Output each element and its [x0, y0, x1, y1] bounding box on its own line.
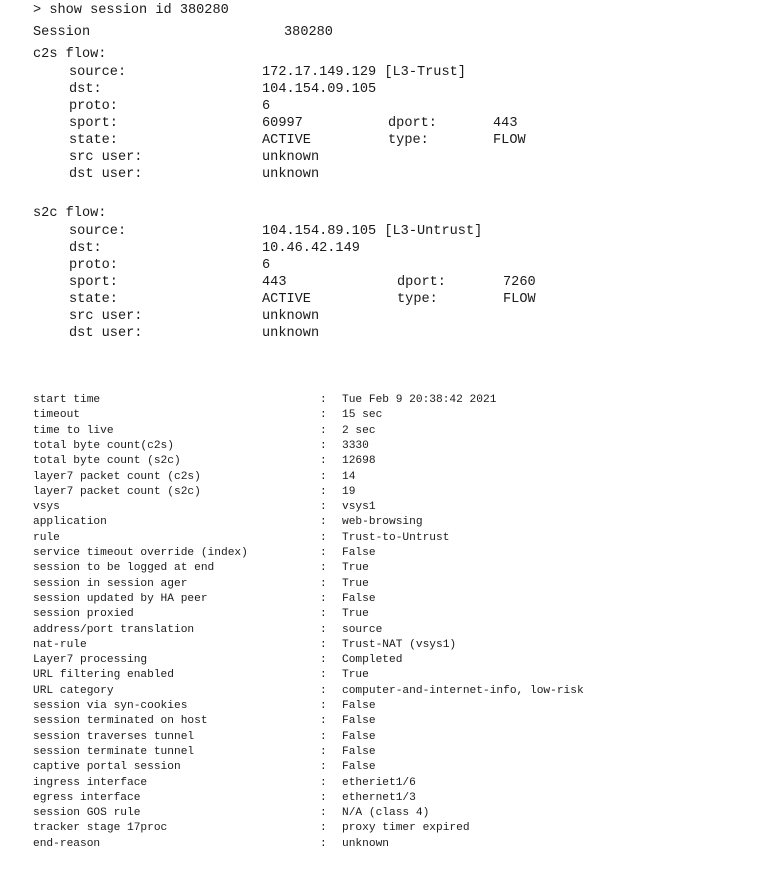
detail-key: time to live: [33, 424, 114, 437]
c2s-source-value: 172.17.149.129 [L3-Trust]: [262, 65, 466, 80]
detail-key: captive portal session: [33, 761, 181, 774]
c2s-dst-value: 104.154.09.105: [262, 82, 377, 97]
detail-value: computer-and-internet-info, low-risk: [342, 684, 584, 697]
detail-separator: :: [320, 394, 327, 406]
detail-value: False: [342, 730, 376, 743]
s2c-dport-value: 7260: [503, 275, 536, 290]
c2s-dst-user-label: dst user:: [69, 167, 143, 182]
c2s-src-user-value: unknown: [262, 150, 320, 165]
s2c-flow-header: s2c flow:: [33, 206, 107, 221]
s2c-sport-label: sport:: [69, 275, 118, 290]
detail-key: session traverses tunnel: [33, 730, 195, 743]
detail-separator: :: [320, 822, 327, 835]
detail-separator: :: [320, 470, 327, 483]
detail-separator: :: [320, 455, 327, 468]
detail-value: source: [342, 623, 383, 636]
s2c-dst-label: dst:: [69, 241, 102, 256]
c2s-sport-label: sport:: [69, 116, 118, 131]
s2c-state-value: ACTIVE: [262, 292, 311, 307]
detail-key: timeout: [33, 409, 80, 422]
detail-separator: :: [320, 608, 327, 621]
detail-key: session to be logged at end: [33, 562, 215, 575]
detail-value: False: [342, 715, 376, 728]
detail-key: address/port translation: [33, 623, 195, 636]
s2c-type-label: type:: [397, 292, 438, 307]
detail-value: False: [342, 761, 376, 774]
detail-separator: :: [320, 501, 327, 514]
detail-value: Tue Feb 9 20:38:42 2021: [342, 394, 497, 406]
detail-key: session terminated on host: [33, 715, 208, 728]
detail-key: layer7 packet count (s2c): [33, 485, 201, 498]
s2c-src-user-value: unknown: [262, 309, 320, 324]
detail-key: start time: [33, 394, 101, 406]
c2s-src-user-label: src user:: [69, 150, 143, 165]
detail-value: Completed: [342, 654, 403, 667]
detail-separator: :: [320, 592, 327, 605]
detail-value: False: [342, 592, 376, 605]
detail-separator: :: [320, 837, 327, 850]
c2s-dst-label: dst:: [69, 82, 102, 97]
detail-separator: :: [320, 577, 327, 590]
s2c-proto-label: proto:: [69, 258, 118, 273]
s2c-dport-label: dport:: [397, 275, 446, 290]
detail-key: tracker stage 17proc: [33, 822, 168, 835]
detail-key: rule: [33, 531, 60, 544]
detail-key: application: [33, 516, 107, 529]
c2s-dst-user-value: unknown: [262, 167, 320, 182]
detail-key: total byte count(c2s): [33, 439, 174, 452]
s2c-dst-user-label: dst user:: [69, 326, 143, 341]
detail-separator: :: [320, 531, 327, 544]
s2c-src-user-label: src user:: [69, 309, 143, 324]
detail-separator: :: [320, 761, 327, 774]
detail-separator: :: [320, 623, 327, 636]
s2c-type-value: FLOW: [503, 292, 536, 307]
detail-separator: :: [320, 439, 327, 452]
detail-value: 19: [342, 485, 356, 498]
detail-value: Trust-NAT (vsys1): [342, 638, 457, 651]
detail-value: True: [342, 562, 369, 575]
detail-separator: :: [320, 485, 327, 498]
detail-separator: :: [320, 547, 327, 559]
detail-value: Trust-to-Untrust: [342, 531, 450, 544]
detail-key: egress interface: [33, 791, 141, 804]
c2s-proto-label: proto:: [69, 99, 118, 114]
session-label: Session: [33, 25, 91, 40]
detail-key: session proxied: [33, 608, 134, 621]
c2s-sport-value: 60997: [262, 116, 303, 131]
s2c-proto-value: 6: [262, 258, 271, 273]
detail-value: proxy timer expired: [342, 822, 470, 835]
c2s-type-label: type:: [388, 133, 429, 148]
detail-key: layer7 packet count (c2s): [33, 470, 201, 483]
s2c-state-label: state:: [69, 292, 118, 307]
s2c-source-label: source:: [69, 224, 127, 239]
detail-separator: :: [320, 700, 327, 712]
detail-separator: :: [320, 638, 327, 651]
detail-separator: :: [320, 654, 327, 667]
c2s-state-value: ACTIVE: [262, 133, 311, 148]
detail-separator: :: [320, 424, 327, 437]
detail-value: 14: [342, 470, 356, 483]
c2s-dport-label: dport:: [388, 116, 437, 131]
detail-separator: :: [320, 745, 327, 758]
detail-value: False: [342, 547, 376, 559]
detail-key: session GOS rule: [33, 807, 141, 820]
detail-separator: :: [320, 516, 327, 529]
detail-value: vsys1: [342, 501, 376, 514]
detail-value: True: [342, 608, 369, 621]
c2s-state-label: state:: [69, 133, 118, 148]
detail-key: session terminate tunnel: [33, 745, 195, 758]
detail-key: ingress interface: [33, 776, 148, 789]
detail-value: 3330: [342, 439, 369, 452]
detail-separator: :: [320, 776, 327, 789]
detail-key: end-reason: [33, 837, 101, 850]
detail-separator: :: [320, 791, 327, 804]
s2c-dst-user-value: unknown: [262, 326, 320, 341]
c2s-dport-value: 443: [493, 116, 518, 131]
c2s-proto-value: 6: [262, 99, 271, 114]
detail-value: False: [342, 700, 376, 712]
detail-value: unknown: [342, 837, 389, 850]
c2s-flow-header: c2s flow:: [33, 47, 107, 62]
detail-value: 2 sec: [342, 424, 376, 437]
detail-separator: :: [320, 669, 327, 682]
detail-value: 15 sec: [342, 409, 383, 422]
detail-key: Layer7 processing: [33, 654, 148, 667]
s2c-dst-value: 10.46.42.149: [262, 241, 360, 256]
c2s-type-value: FLOW: [493, 133, 526, 148]
detail-key: session updated by HA peer: [33, 592, 208, 605]
detail-key: session via syn-cookies: [33, 700, 188, 712]
detail-key: total byte count (s2c): [33, 455, 181, 468]
detail-key: vsys: [33, 501, 60, 514]
detail-value: etheriet1/6: [342, 776, 416, 789]
detail-value: 12698: [342, 455, 376, 468]
session-value: 380280: [284, 25, 333, 40]
detail-key: nat-rule: [33, 638, 87, 651]
detail-separator: :: [320, 807, 327, 820]
detail-separator: :: [320, 684, 327, 697]
detail-separator: :: [320, 715, 327, 728]
c2s-source-label: source:: [69, 65, 127, 80]
detail-value: N/A (class 4): [342, 807, 430, 820]
detail-separator: :: [320, 730, 327, 743]
command-line: > show session id 380280: [33, 3, 229, 18]
detail-key: URL filtering enabled: [33, 669, 174, 682]
detail-key: URL category: [33, 684, 114, 697]
detail-key: session in session ager: [33, 577, 188, 590]
detail-separator: :: [320, 562, 327, 575]
detail-value: web-browsing: [342, 516, 423, 529]
detail-value: True: [342, 669, 369, 682]
detail-separator: :: [320, 409, 327, 422]
detail-key: service timeout override (index): [33, 547, 248, 559]
detail-value: False: [342, 745, 376, 758]
s2c-sport-value: 443: [262, 275, 287, 290]
detail-value: True: [342, 577, 369, 590]
s2c-source-value: 104.154.89.105 [L3-Untrust]: [262, 224, 483, 239]
detail-value: ethernet1/3: [342, 791, 416, 804]
